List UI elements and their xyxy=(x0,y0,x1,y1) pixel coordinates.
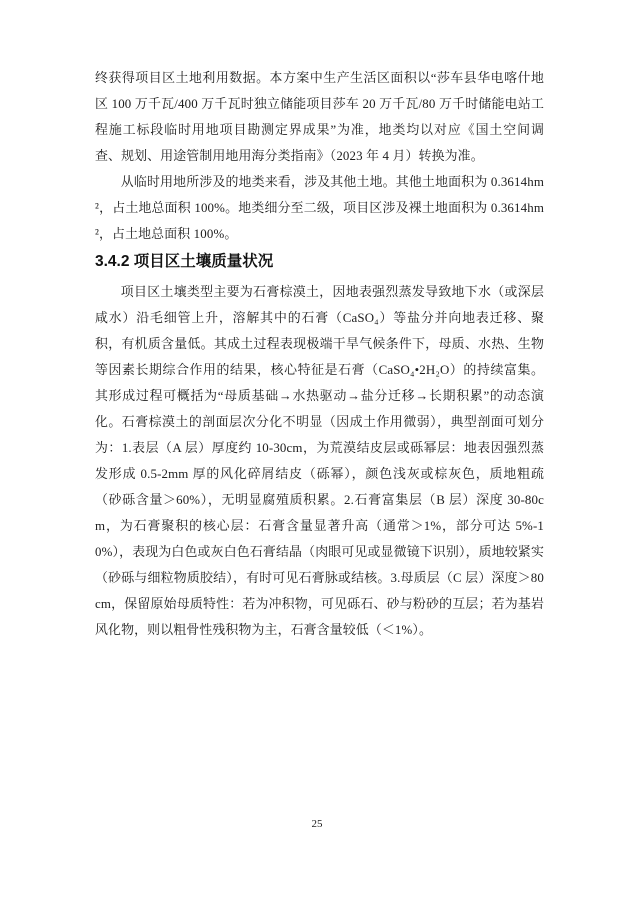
paragraph-land-classes: 从临时用地所涉及的地类来看，涉及其他土地。其他土地面积为 0.3614hm²，占土地总面积 100%。地类细分至二级，项目区涉及裸土地面积为 0.3614hm²，占土地总面积 100%。 xyxy=(95,175,544,241)
page-footer xyxy=(0,814,634,832)
paragraph-land-use-data: 终获得项目区土地利用数据。本方案中生产生活区面积以“莎车县华电喀什地区 100 万千瓦/400 万千瓦时独立储能项目莎车 20 万千瓦/80 万千时储能电站工程施工标段临时用地项目勘测定界成果”为准，地类均以对应《国土空间调查、规划、用途管制用地用海分类指南》（2023 年 4 月）转换为准。 xyxy=(95,71,544,163)
page-content xyxy=(95,65,544,643)
page-number: 25 xyxy=(311,818,323,830)
paragraph-soil-quality: 项目区土壤类型主要为石膏棕漠土，因地表强烈蒸发导致地下水（或深层咸水）沿毛细管上升，溶解其中的石膏（CaSO₄）等盐分并向地表迁移、聚积，有机质含量低。其成土过程表现极端干旱气候条件下，母质、水热、生物等因素长期综合作用的结果，核心特征是石膏（CaSO₄•2H₂O）的持续富集。其形成过程可概括为“母质基础→水热驱动→盐分迁移→长期积累”的动态演化。石膏棕漠土的剖面层次分化不明显（因成土作用微弱），典型剖面可划分为：1.表层（A 层）厚度约 10-30cm，为荒漠结皮层或砾幂层：地表因强烈蒸发形成 0.5-2mm 厚的风化碎屑结皮（砾幂），颜色浅灰或棕灰色，质地粗疏（砂砾含量＞60%），无明显腐殖质积累。2.石膏富集层（B 层）深度 30-80cm，为石膏聚积的核心层：石膏含量显著升高（通常＞1%，部分可达 5%-10%），表现为白色或灰白色石膏结晶（肉眼可见或显微镜下识别），质地较紧实（砂砾与细粒物质胶结），有时可见石膏脉或结核。3.母质层（C 层）深度＞80cm，保留原始母质特性：若为冲积物，可见砾石、砂与粉砂的互层；若为基岩风化物，则以粗骨性残积物为主，石膏含量较低（＜1%）。 xyxy=(95,285,544,637)
section-heading-soil-quality: 3.4.2 项目区土壤质量状况 xyxy=(95,253,274,270)
